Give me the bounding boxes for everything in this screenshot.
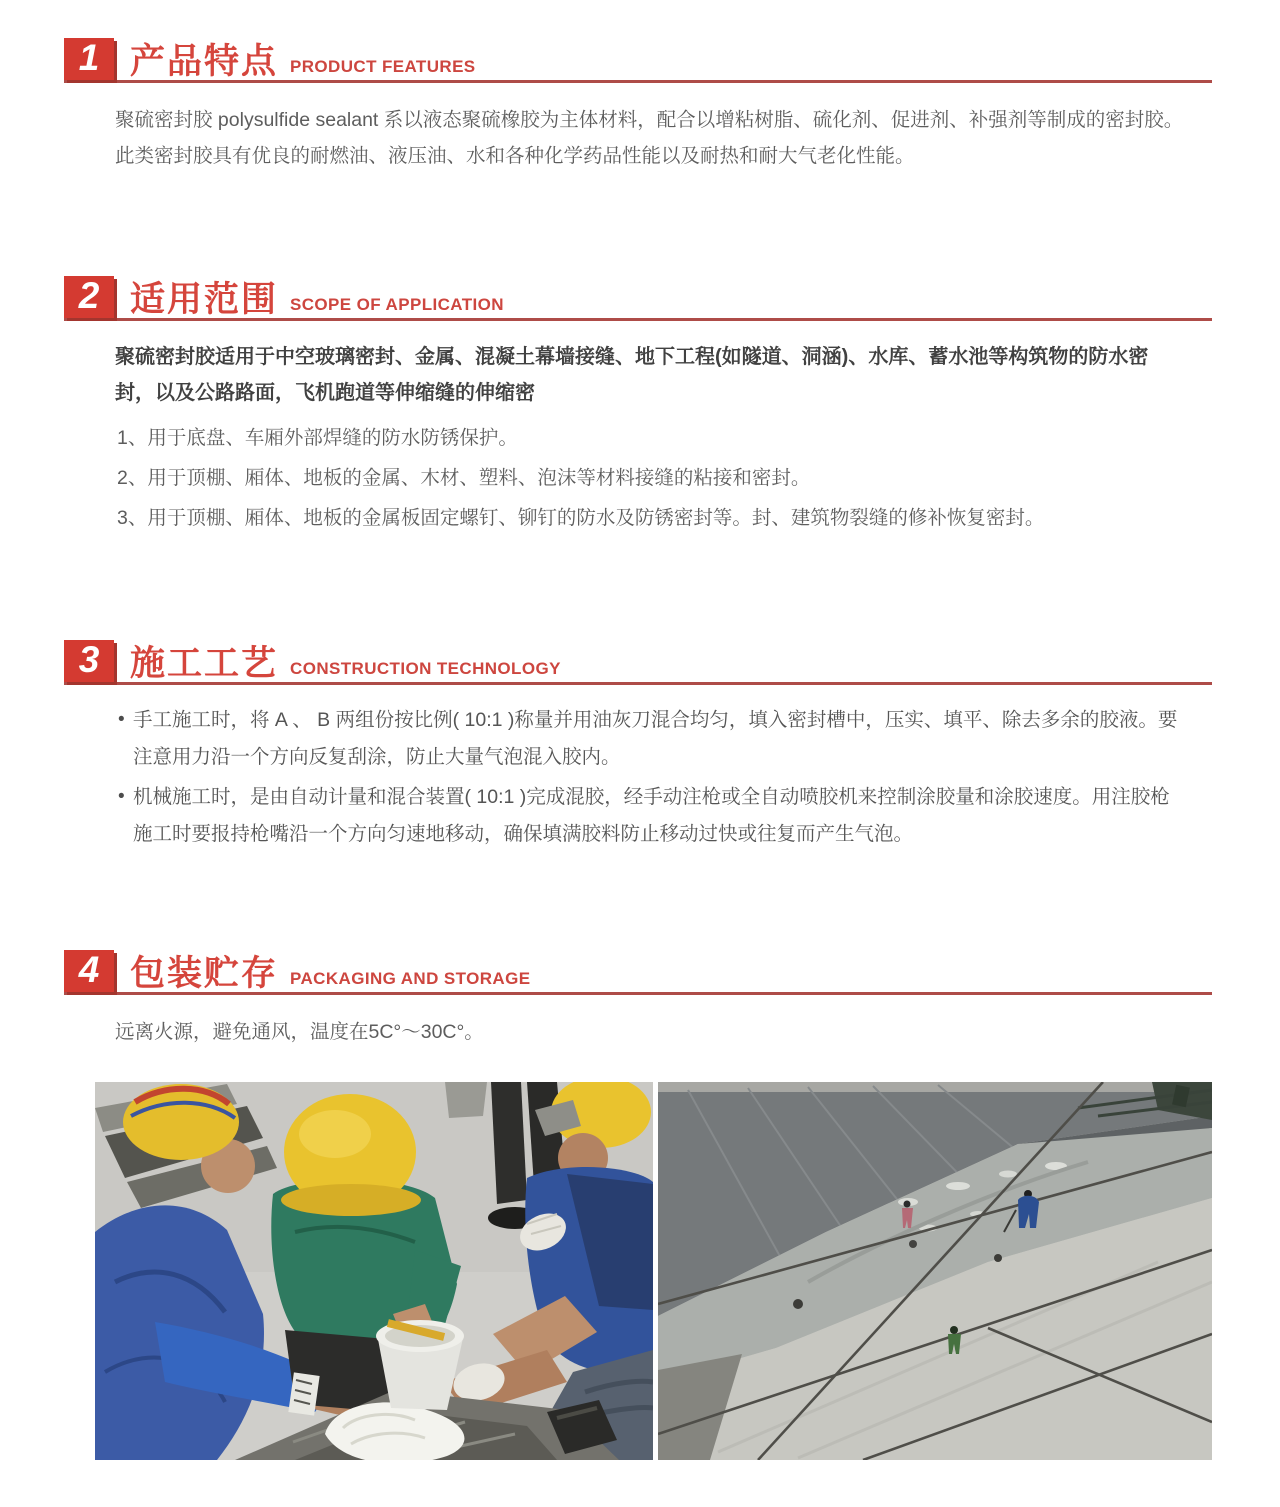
section-1-number-badge: 1	[64, 38, 114, 80]
section-1-title-zh: 产品特点	[130, 42, 279, 81]
section-2-title-en: SCOPE OF APPLICATION	[290, 295, 504, 314]
sealant-hand-mixing-photo	[95, 1082, 653, 1460]
section-product-features	[64, 38, 1212, 174]
section-3-bullet-list	[118, 702, 1187, 852]
section-4-title-en: PACKAGING AND STORAGE	[290, 969, 531, 988]
section-4-title-zh: 包装贮存	[130, 954, 279, 993]
section-construction-technology	[64, 640, 1212, 852]
bullet-icon: •	[118, 786, 125, 807]
section-3-header	[64, 640, 1212, 685]
list-item: 3、用于顶棚、厢体、地板的金属板固定螺钉、铆钉的防水及防锈密封等。封、建筑物裂缝的修补恢复密封。	[117, 507, 1045, 529]
section-4-paragraph: 远离火源，避免通风，温度在5C°～30C°。	[115, 1021, 484, 1043]
section-2-numbered-list	[117, 420, 1187, 536]
concrete-slope-joint-sealing-photo	[658, 1082, 1212, 1460]
list-item: 1、用于底盘、车厢外部焊缝的防水防锈保护。	[117, 427, 518, 449]
bullet-item: • 手工施工时，将 A 、 B 两组份按比例( 10:1 )称量并用油灰刀混合均匀，填入密封槽中，压实、填平、除去多余的胶液。要注意用力沿一个方向反复刮涂，防止大量气泡混入胶内。	[118, 702, 1187, 775]
section-4-number-badge: 4	[64, 950, 114, 992]
section-2-lead-paragraph: 聚硫密封胶适用于中空玻璃密封、金属、混凝土幕墙接缝、地下工程(如隧道、洞涵)、水库、蓄水池等构筑物的防水密封，以及公路路面，飞机跑道等伸缩缝的伸缩密	[115, 346, 1149, 404]
section-4-header	[64, 950, 1212, 995]
list-item: 2、用于顶棚、厢体、地板的金属、木材、塑料、泡沫等材料接缝的粘接和密封。	[117, 467, 811, 489]
section-scope-of-application	[64, 276, 1212, 536]
section-1-title-en: PRODUCT FEATURES	[290, 57, 476, 76]
section-3-title-zh: 施工工艺	[130, 644, 279, 683]
section-2-number-badge: 2	[64, 276, 114, 318]
section-2-title-zh: 适用范围	[130, 280, 279, 319]
section-2-header	[64, 276, 1212, 321]
photo-row	[95, 1082, 1212, 1460]
bullet-icon: •	[118, 709, 125, 730]
section-1-paragraph: 聚硫密封胶 polysulfide sealant 系以液态聚硫橡胶为主体材料，配合以增粘树脂、硫化剂、促进剂、补强剂等制成的密封胶。此类密封胶具有优良的耐燃油、液压油、水和各种化学药品性能以及耐热和耐大气老化性能。	[115, 109, 1184, 167]
section-3-number-badge: 3	[64, 640, 114, 682]
bullet-item: • 机械施工时，是由自动计量和混合装置( 10:1 )完成混胶，经手动注枪或全自动喷胶机来控制涂胶量和涂胶速度。用注胶枪施工时要报持枪嘴沿一个方向匀速地移动，确保填满胶料防止移动过快或往复而产生气泡。	[118, 779, 1187, 852]
section-1-header	[64, 38, 1212, 83]
section-packaging-and-storage	[64, 950, 1212, 1050]
section-3-title-en: CONSTRUCTION TECHNOLOGY	[290, 659, 561, 678]
